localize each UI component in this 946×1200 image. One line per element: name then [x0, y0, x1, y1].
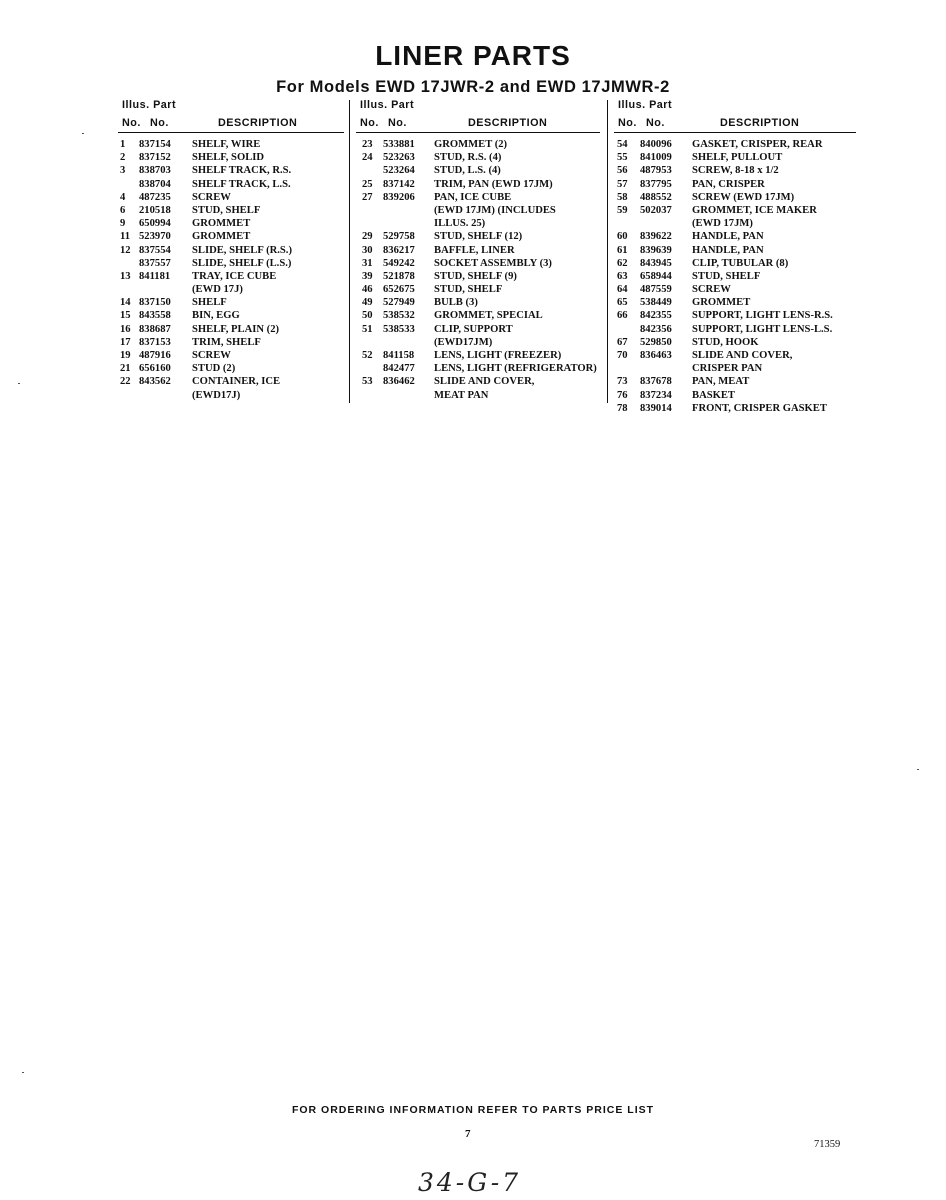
illus-number: 51	[362, 323, 373, 335]
part-number: 839014	[640, 402, 672, 414]
part-number: 538532	[383, 310, 415, 322]
part-number: 529850	[640, 336, 672, 348]
part-description: (EWD 17JM)	[692, 218, 753, 230]
part-number: 838704	[139, 178, 171, 190]
column-header	[114, 99, 346, 133]
illus-number: 14	[120, 297, 131, 309]
parts-row	[610, 402, 858, 415]
part-number: 841158	[383, 350, 415, 361]
part-number: 837153	[139, 336, 171, 348]
part-number: 487953	[640, 165, 672, 177]
part-description: LENS, LIGHT (REFRIGERATOR)	[434, 363, 597, 375]
parts-row	[114, 323, 346, 336]
part-number: 836217	[383, 244, 415, 256]
illus-number: 23	[362, 139, 373, 150]
part-number: 841181	[139, 270, 171, 282]
parts-row	[114, 257, 346, 270]
parts-row	[114, 164, 346, 177]
parts-column-2	[352, 99, 602, 402]
part-description: STUD, SHELF (12)	[434, 231, 523, 243]
parts-row	[610, 296, 858, 309]
part-number: 658944	[640, 270, 672, 282]
part-number: 837150	[139, 297, 171, 309]
parts-row	[352, 375, 602, 388]
part-description: STUD, SHELF (9)	[434, 270, 517, 282]
part-description: HANDLE, PAN	[692, 231, 764, 243]
part-number: 549242	[383, 257, 415, 269]
part-number: 837795	[640, 178, 672, 190]
part-description: STUD, SHELF	[434, 284, 503, 296]
part-description: SHELF, WIRE	[192, 139, 261, 150]
illus-no-header: No.	[618, 117, 637, 129]
part-description: TRAY, ICE CUBE	[192, 270, 277, 282]
illus-number: 30	[362, 244, 373, 256]
part-no-header: No.	[646, 117, 665, 129]
illus-number: 61	[617, 244, 628, 256]
illus-number: 66	[617, 310, 628, 322]
parts-row	[352, 230, 602, 243]
part-description: (EWD 17JM) (INCLUDES	[434, 204, 556, 216]
parts-column-1	[114, 99, 346, 402]
illus-part-header: Illus. Part	[618, 99, 673, 111]
header-rule	[356, 132, 600, 133]
illus-number: 50	[362, 310, 373, 322]
part-description: GROMMET	[692, 297, 751, 309]
part-number: 527949	[383, 297, 415, 309]
parts-row	[114, 283, 346, 296]
illus-number: 54	[617, 139, 628, 150]
part-number: 839639	[640, 244, 672, 256]
illus-number: 1	[120, 139, 126, 150]
part-number: 838687	[139, 323, 171, 335]
part-number: 488552	[640, 191, 672, 203]
illus-number: 56	[617, 165, 628, 177]
parts-row	[352, 151, 602, 164]
part-description: SHELF, PLAIN (2)	[192, 323, 280, 335]
part-number: 842477	[383, 363, 415, 375]
part-description: CLIP, SUPPORT	[434, 323, 513, 335]
part-number: 523263	[383, 152, 415, 164]
part-number: 837557	[139, 257, 171, 269]
part-description: SLIDE, SHELF (R.S.)	[192, 244, 292, 256]
parts-row	[352, 270, 602, 283]
part-description: GROMMET, ICE MAKER	[692, 204, 817, 216]
parts-row	[610, 191, 858, 204]
parts-row	[114, 336, 346, 349]
parts-row	[610, 204, 858, 217]
parts-row	[114, 270, 346, 283]
column-header	[352, 99, 602, 133]
illus-number: 59	[617, 204, 628, 216]
part-number: 521878	[383, 270, 415, 282]
parts-column-3	[610, 99, 858, 415]
parts-row	[610, 349, 858, 362]
parts-row	[352, 283, 602, 296]
handwritten-note: 34-G-7	[418, 1168, 522, 1197]
parts-row	[352, 191, 602, 204]
parts-row	[114, 375, 346, 388]
part-number: 656160	[139, 363, 171, 375]
part-description: GROMMET (2)	[434, 139, 508, 150]
parts-row	[610, 164, 858, 177]
part-description: TRIM, PAN (EWD 17JM)	[434, 178, 553, 190]
illus-number: 78	[617, 402, 628, 414]
illus-number: 62	[617, 257, 628, 269]
parts-row	[352, 178, 602, 191]
parts-row	[114, 178, 346, 191]
parts-row	[114, 230, 346, 243]
part-no-header: No.	[150, 117, 169, 129]
illus-number: 76	[617, 389, 628, 401]
illus-number: 49	[362, 297, 373, 309]
column-divider-1	[349, 100, 350, 403]
part-description: HANDLE, PAN	[692, 244, 764, 256]
part-number: 538449	[640, 297, 672, 309]
parts-row	[352, 389, 602, 402]
parts-row	[114, 204, 346, 217]
part-description: BULB (3)	[434, 297, 478, 309]
header-rule	[614, 132, 856, 133]
parts-row	[610, 270, 858, 283]
part-number: 210518	[139, 204, 171, 216]
parts-row	[610, 217, 858, 230]
illus-number: 73	[617, 376, 628, 388]
part-description: FRONT, CRISPER GASKET	[692, 402, 827, 414]
scan-speck	[22, 1072, 24, 1073]
illus-no-header: No.	[360, 117, 379, 129]
part-number: 529758	[383, 231, 415, 243]
illus-number: 15	[120, 310, 131, 322]
column-divider-2	[607, 100, 608, 403]
part-description: SCREW	[692, 284, 731, 296]
page-title: LINER PARTS	[375, 40, 571, 71]
part-description: GROMMET	[192, 218, 251, 230]
illus-number: 24	[362, 152, 373, 164]
part-description: PAN, MEAT	[692, 376, 750, 388]
parts-row	[114, 296, 346, 309]
parts-row	[610, 178, 858, 191]
part-number: 523970	[139, 231, 171, 243]
part-description: SLIDE AND COVER,	[434, 376, 535, 388]
illus-number: 3	[120, 165, 126, 177]
illus-number: 57	[617, 178, 628, 190]
parts-row	[610, 389, 858, 402]
illus-number: 6	[120, 204, 126, 216]
parts-row	[352, 296, 602, 309]
part-description: SCREW	[192, 191, 231, 203]
part-description: SHELF	[192, 297, 227, 309]
part-number: 837142	[383, 178, 415, 190]
part-number: 837554	[139, 244, 171, 256]
illus-number: 65	[617, 297, 628, 309]
part-description: GROMMET	[192, 231, 251, 243]
part-description: SLIDE, SHELF (L.S.)	[192, 257, 292, 269]
part-description: SCREW, 8-18 x 1/2	[692, 165, 779, 177]
part-number: 837152	[139, 152, 171, 164]
parts-row	[610, 309, 858, 322]
illus-number: 67	[617, 336, 628, 348]
part-number: 843945	[640, 257, 672, 269]
part-number: 843562	[139, 376, 171, 388]
illus-number: 16	[120, 323, 131, 335]
part-number: 538533	[383, 323, 415, 335]
ordering-info-footer: FOR ORDERING INFORMATION REFER TO PARTS PRICE LIST	[291, 1104, 655, 1116]
parts-row	[114, 191, 346, 204]
part-number: 838703	[139, 165, 171, 177]
parts-row	[610, 257, 858, 270]
page-number: 7	[465, 1128, 471, 1140]
illus-number: 17	[120, 336, 131, 348]
illus-number: 22	[120, 376, 131, 388]
parts-row	[114, 151, 346, 164]
part-number: 837234	[640, 389, 672, 401]
parts-row	[352, 309, 602, 322]
part-description: STUD, R.S. (4)	[434, 152, 502, 164]
illus-no-header: No.	[122, 117, 141, 129]
parts-row	[352, 362, 602, 375]
part-number: 843558	[139, 310, 171, 322]
parts-row	[610, 375, 858, 388]
illus-number: 29	[362, 231, 373, 243]
illus-number: 55	[617, 152, 628, 164]
parts-row	[610, 283, 858, 296]
part-description: SCREW	[192, 350, 231, 361]
part-description: SHELF TRACK, L.S.	[192, 178, 291, 190]
illus-number: 21	[120, 363, 131, 375]
document-number: 71359	[814, 1139, 841, 1150]
parts-row	[610, 362, 858, 375]
part-description: CONTAINER, ICE	[192, 376, 281, 388]
parts-row	[610, 336, 858, 349]
part-number: 487235	[139, 191, 171, 203]
part-number: 502037	[640, 204, 672, 216]
part-description: BIN, EGG	[192, 310, 240, 322]
part-description: (EWD 17J)	[192, 284, 243, 296]
parts-row	[610, 230, 858, 243]
part-number: 840096	[640, 139, 672, 150]
scan-speck	[82, 133, 84, 134]
part-description: BAFFLE, LINER	[434, 244, 515, 256]
parts-row	[610, 138, 858, 151]
part-number: 487559	[640, 284, 672, 296]
part-description: CLIP, TUBULAR (8)	[692, 257, 789, 269]
parts-row	[352, 217, 602, 230]
part-description: TRIM, SHELF	[192, 336, 261, 348]
parts-row	[352, 244, 602, 257]
parts-row	[114, 389, 346, 402]
illus-number: 64	[617, 284, 628, 296]
part-description: ILLUS. 25)	[434, 218, 486, 230]
part-number: 650994	[139, 218, 171, 230]
parts-row	[114, 349, 346, 362]
illus-number: 11	[120, 231, 131, 243]
illus-number: 13	[120, 270, 131, 282]
part-number: 837678	[640, 376, 672, 388]
part-description: (EWD17J)	[192, 389, 241, 401]
part-no-header: No.	[388, 117, 407, 129]
part-number: 523264	[383, 165, 415, 177]
part-description: SOCKET ASSEMBLY (3)	[434, 257, 552, 269]
illus-number: 12	[120, 244, 131, 256]
parts-row	[114, 138, 346, 151]
illus-number: 2	[120, 152, 126, 164]
illus-number: 53	[362, 376, 373, 388]
part-number: 842355	[640, 310, 672, 322]
scan-speck	[18, 383, 20, 384]
illus-number: 9	[120, 218, 126, 230]
parts-row	[352, 164, 602, 177]
part-description: SLIDE AND COVER,	[692, 350, 793, 361]
part-number: 836462	[383, 376, 415, 388]
illus-number: 4	[120, 191, 126, 203]
models-subtitle: For Models EWD 17JWR-2 and EWD 17JMWR-2	[276, 78, 670, 96]
description-header: DESCRIPTION	[720, 117, 800, 129]
part-description: STUD, HOOK	[692, 336, 759, 348]
header-rule	[118, 132, 344, 133]
part-description: SCREW (EWD 17JM)	[692, 191, 795, 203]
illus-number: 58	[617, 191, 628, 203]
description-header: DESCRIPTION	[218, 117, 298, 129]
parts-row	[114, 309, 346, 322]
part-description: LENS, LIGHT (FREEZER)	[434, 350, 562, 361]
illus-number: 60	[617, 231, 628, 243]
description-header: DESCRIPTION	[468, 117, 548, 129]
part-description: GASKET, CRISPER, REAR	[692, 139, 823, 150]
parts-list	[352, 138, 602, 402]
parts-row	[352, 204, 602, 217]
scan-speck	[917, 769, 919, 770]
part-description: MEAT PAN	[434, 389, 489, 401]
parts-list	[610, 138, 858, 415]
part-description: CRISPER PAN	[692, 363, 763, 375]
part-description: SHELF TRACK, R.S.	[192, 165, 292, 177]
illus-number: 46	[362, 284, 373, 296]
part-number: 842356	[640, 323, 672, 335]
illus-part-header: Illus. Part	[122, 99, 177, 111]
parts-row	[352, 349, 602, 362]
part-number: 839622	[640, 231, 672, 243]
part-description: SUPPORT, LIGHT LENS-R.S.	[692, 310, 833, 322]
part-description: STUD, SHELF	[692, 270, 761, 282]
part-number: 487916	[139, 350, 171, 361]
illus-number: 19	[120, 350, 131, 361]
illus-number: 31	[362, 257, 373, 269]
part-description: BASKET	[692, 389, 735, 401]
part-description: GROMMET, SPECIAL	[434, 310, 543, 322]
illus-part-header: Illus. Part	[360, 99, 415, 111]
parts-row	[352, 336, 602, 349]
part-description: STUD, SHELF	[192, 204, 261, 216]
illus-number: 52	[362, 350, 373, 361]
part-number: 837154	[139, 139, 171, 150]
parts-row	[610, 323, 858, 336]
part-description: SHELF, PULLOUT	[692, 152, 783, 164]
illus-number: 25	[362, 178, 373, 190]
part-number: 836463	[640, 350, 672, 361]
part-number: 533881	[383, 139, 415, 150]
part-description: STUD, L.S. (4)	[434, 165, 501, 177]
part-description: (EWD17JM)	[434, 336, 493, 348]
parts-row	[352, 323, 602, 336]
part-number: 841009	[640, 152, 672, 164]
part-number: 652675	[383, 284, 415, 296]
illus-number: 63	[617, 270, 628, 282]
part-number: 839206	[383, 191, 415, 203]
parts-row	[114, 217, 346, 230]
part-description: SUPPORT, LIGHT LENS-L.S.	[692, 323, 833, 335]
parts-row	[114, 362, 346, 375]
part-description: PAN, CRISPER	[692, 178, 765, 190]
parts-list	[114, 138, 346, 402]
parts-row	[352, 257, 602, 270]
illus-number: 27	[362, 191, 373, 203]
parts-row	[610, 244, 858, 257]
illus-number: 39	[362, 270, 373, 282]
part-description: SHELF, SOLID	[192, 152, 265, 164]
part-description: STUD (2)	[192, 363, 236, 375]
parts-row	[114, 244, 346, 257]
column-header	[610, 99, 858, 133]
parts-row	[352, 138, 602, 151]
part-description: PAN, ICE CUBE	[434, 191, 512, 203]
illus-number: 70	[617, 350, 628, 361]
parts-row	[610, 151, 858, 164]
